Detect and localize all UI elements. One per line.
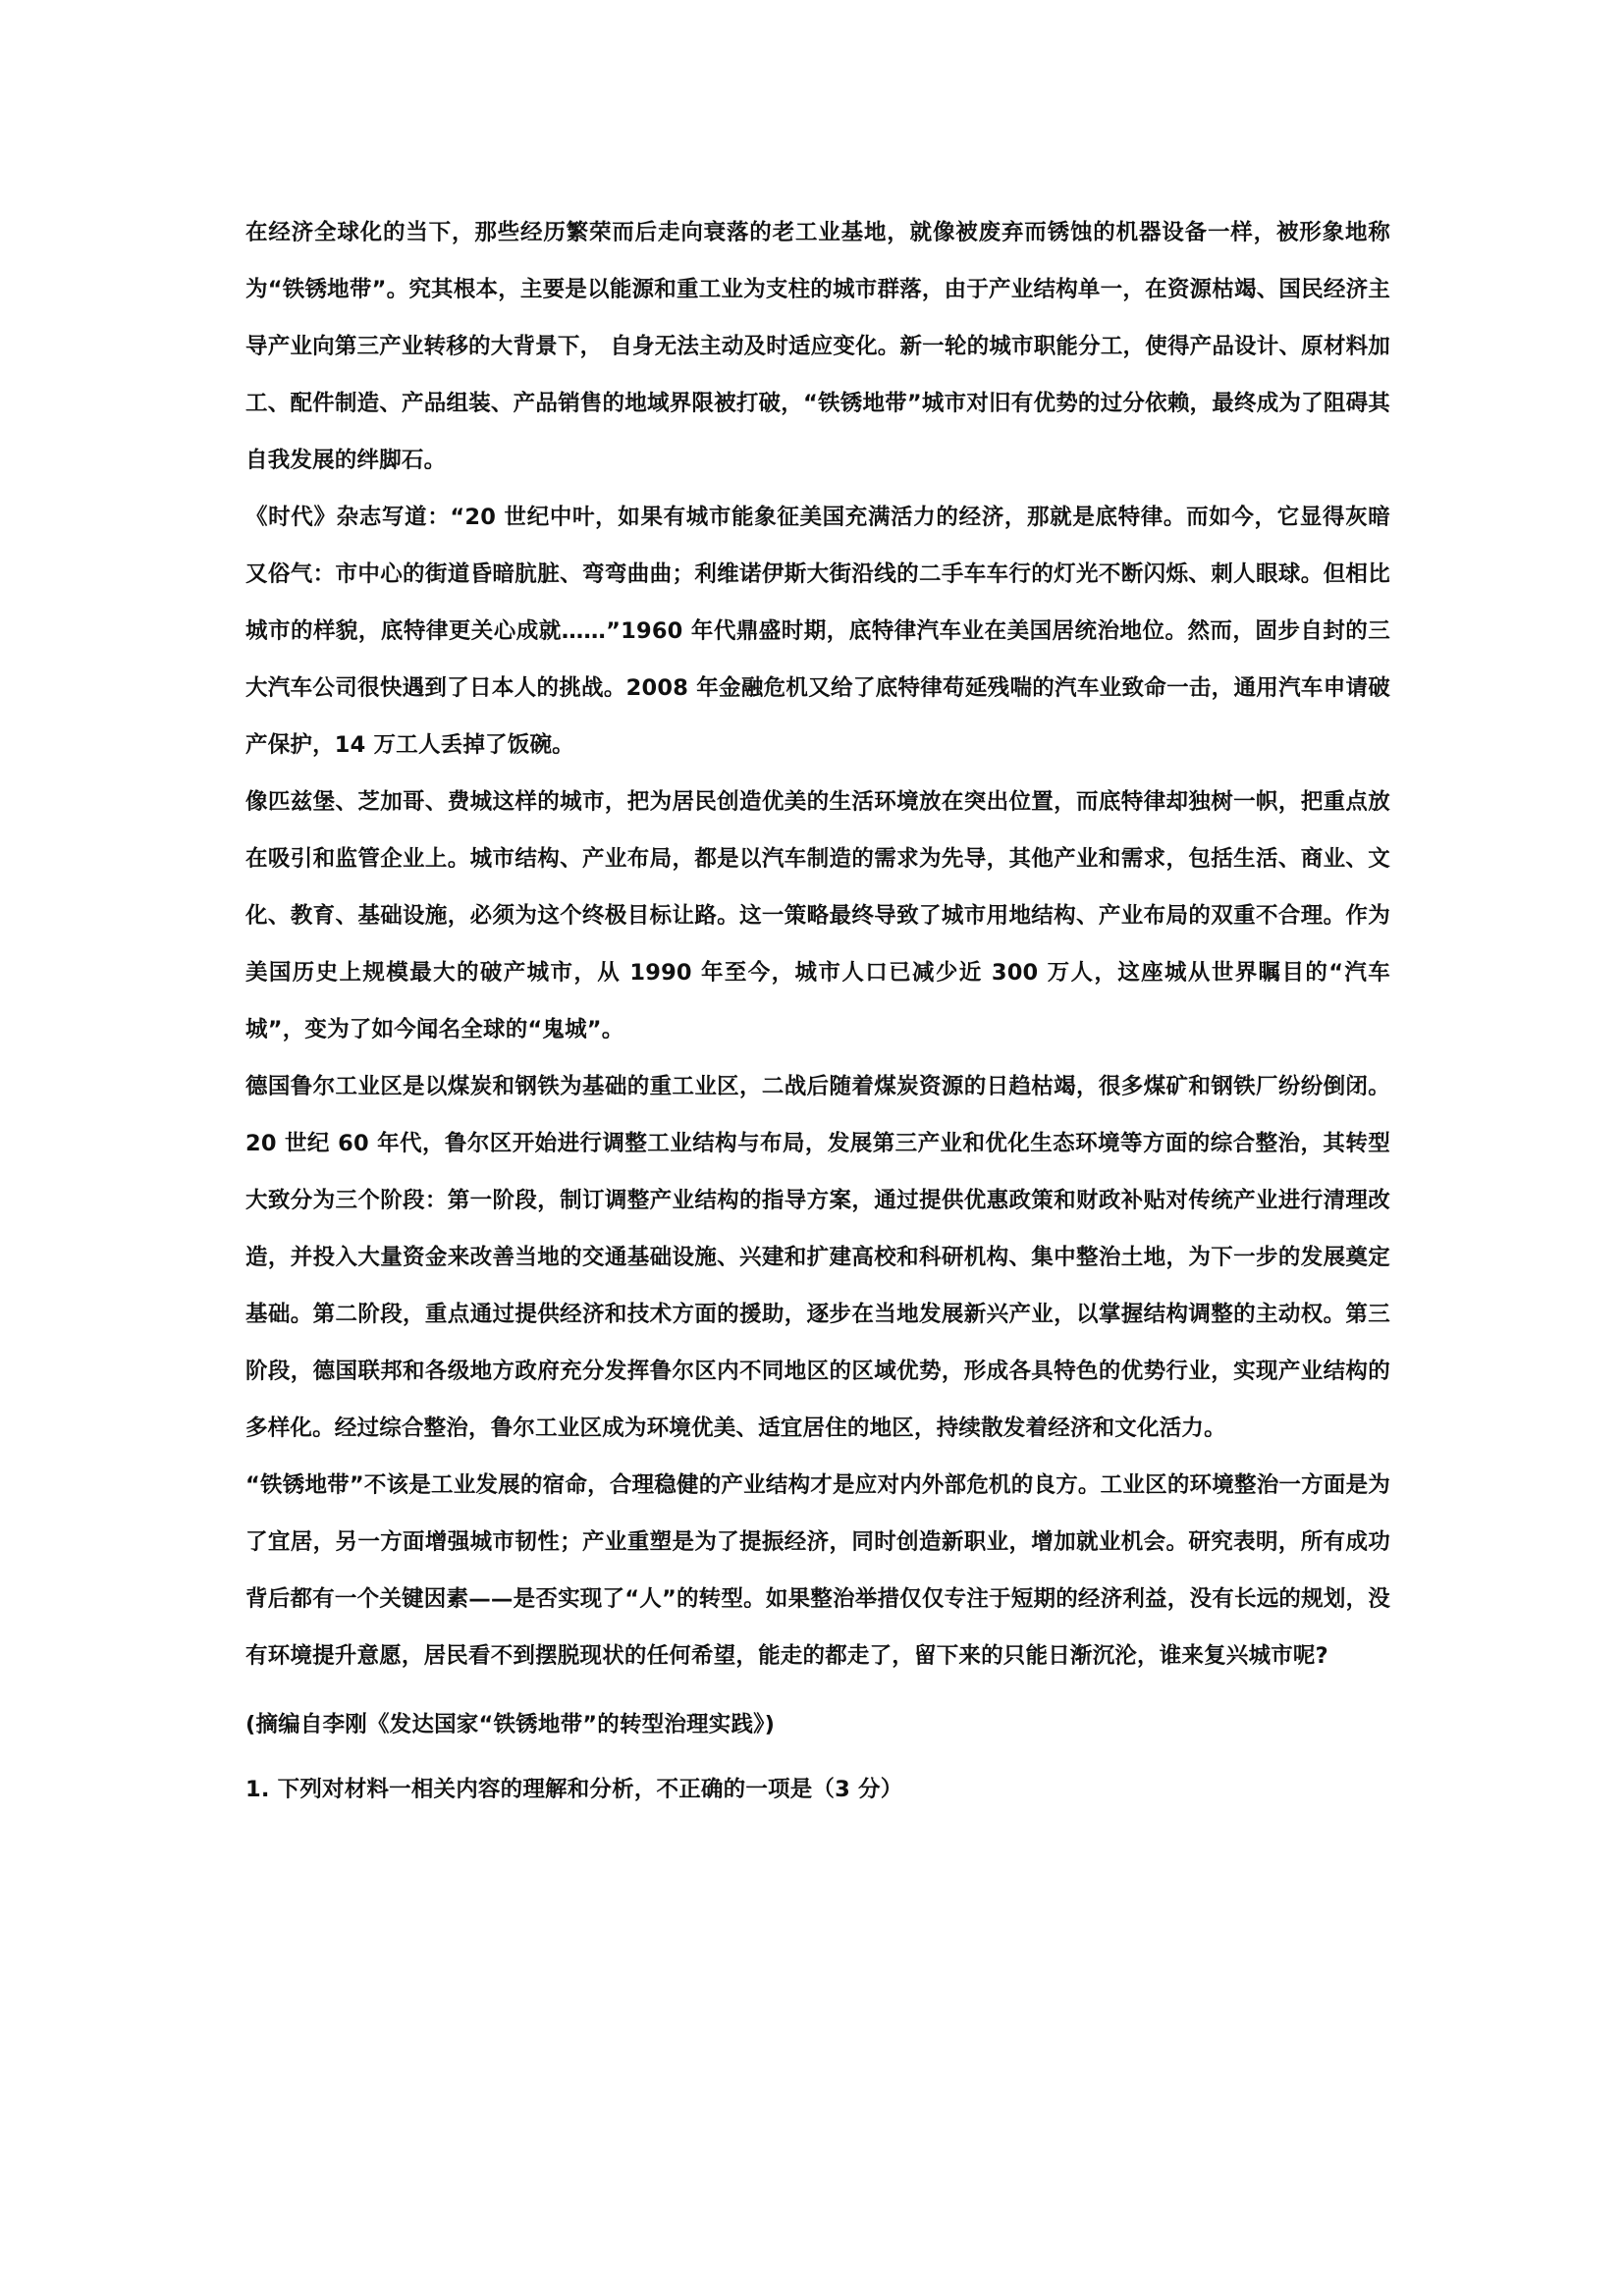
paragraph-ruhr-transformation: 德国鲁尔工业区是以煤炭和钢铁为基础的重工业区，二战后随着煤炭资源的日趋枯竭，很多煤矿和钢铁厂纷纷倒闭。20 世纪 60 年代，鲁尔区开始进行调整工业结构与布局，发展第三产业和优化生态环境等方面的综合整治，其转型大致分为三个阶段：第一阶段，制订调整产业结构的指导方案，通过提供优惠政策和财政补贴对传统产业进行清理改造，并投入大量资金来改善当地的交通基础设施、兴建和扩建高校和科研机构、集中整治土地，为下一步的发展奠定基础。第二阶段，重点通过提供经济和技术方面的援助，逐步在当地发展新兴产业，以掌握结构调整的主动权。第三阶段，德国联邦和各级地方政府充分发挥鲁尔区内不同地区的区域优势，形成各具特色的优势行业，实现产业结构的多样化。经过综合整治，鲁尔工业区成为环境优美、适宜居住的地区，持续散发着经济和文化活力。	[245, 1074, 1390, 1441]
question-1: 1. 下列对材料一相关内容的理解和分析，不正确的一项是（3 分）	[245, 1777, 903, 1802]
paragraph-conclusion: “铁锈地带”不该是工业发展的宿命，合理稳健的产业结构才是应对内外部危机的良方。工业区的环境整治一方面是为了宜居，另一方面增强城市韧性；产业重塑是为了提振经济，同时创造新职业，增加就业机会。研究表明，所有成功背后都有一个关键因素——是否实现了“人”的转型。如果整治举措仅仅专注于短期的经济利益，没有长远的规划，没有环境提升意愿，居民看不到摆脱现状的任何希望，能走的都走了，留下来的只能日渐沉沦，谁来复兴城市呢?	[245, 1472, 1390, 1669]
paragraph-rust-belt-intro: 在经济全球化的当下，那些经历繁荣而后走向衰落的老工业基地，就像被废弃而锈蚀的机器设备一样，被形象地称为“铁锈地带”。究其根本，主要是以能源和重工业为支柱的城市群落，由于产业结构单一，在资源枯竭、国民经济主导产业向第三产业转移的大背景下， 自身无法主动及时适应变化。新一轮的城市职能分工，使得产品设计、原材料加工、配件制造、产品组装、产品销售的地域界限被打破，“铁锈地带”城市对旧有优势的过分依赖，最终成为了阻碍其自我发展的绊脚石。	[245, 220, 1390, 473]
article-body	[245, 204, 1390, 1818]
source-citation: (摘编自李刚《发达国家“铁锈地带”的转型治理实践》)	[245, 1712, 776, 1737]
paragraph-detroit-city-strategy: 像匹兹堡、芝加哥、费城这样的城市，把为居民创造优美的生活环境放在突出位置，而底特律却独树一帜，把重点放在吸引和监管企业上。城市结构、产业布局，都是以汽车制造的需求为先导，其他产业和需求，包括生活、商业、文化、教育、基础设施，必须为这个终极目标让路。这一策略最终导致了城市用地结构、产业布局的双重不合理。作为美国历史上规模最大的破产城市，从 1990 年至今，城市人口已减少近 300 万人，这座城从世界瞩目的“汽车城”，变为了如今闻名全球的“鬼城”。	[245, 789, 1390, 1042]
paragraph-detroit-time-magazine: 《时代》杂志写道：“20 世纪中叶，如果有城市能象征美国充满活力的经济，那就是底特律。而如今，它显得灰暗又俗气：市中心的街道昏暗肮脏、弯弯曲曲；利维诺伊斯大街沿线的二手车车行的灯光不断闪烁、刺人眼球。但相比城市的样貌，底特律更关心成就……”1960 年代鼎盛时期，底特律汽车业在美国居统治地位。然而，固步自封的三大汽车公司很快遇到了日本人的挑战。2008 年金融危机又给了底特律苟延残喘的汽车业致命一击，通用汽车申请破产保护，14 万工人丢掉了饭碗。	[245, 505, 1390, 758]
